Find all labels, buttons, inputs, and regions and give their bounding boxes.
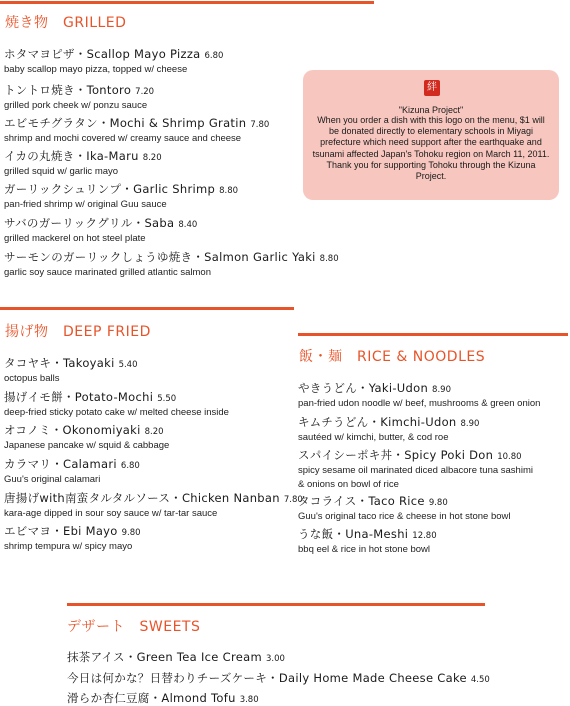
- kizuna-description: When you order a dish with this logo on the menu, $1 will be donated directly to elementary schools in Miyagi prefecture which need support after the earthquake and tsunami affected Japan's Tohoku region on March 11, 2011. Thank you for supporting Tohoku through the Kizuna Project.: [312, 115, 550, 182]
- item-description: pan-fried shrimp w/ original Guu sauce: [4, 199, 167, 210]
- item-price: 12.80: [412, 531, 437, 541]
- item-description: baby scallop mayo pizza, topped w/ cheese: [4, 64, 188, 75]
- item-name: うな飯・Una-Meshi: [298, 527, 409, 541]
- item-description: grilled pork cheek w/ ponzu sauce: [4, 100, 148, 111]
- menu-item: [67, 646, 285, 665]
- item-description: grilled squid w/ garlic mayo: [4, 166, 119, 177]
- item-description: Guu's original calamari: [4, 474, 101, 485]
- item-name: カラマリ・Calamari: [4, 457, 117, 471]
- item-price: 8.90: [460, 419, 480, 429]
- menu-item: [298, 523, 437, 556]
- item-price: 6.80: [120, 461, 140, 471]
- item-price: 8.90: [432, 385, 451, 395]
- item-price: 5.50: [157, 394, 177, 404]
- section-title-sweets: デザート SWEETS: [67, 619, 201, 635]
- item-name: 今日は何かな？日替わりチーズケーキ・Daily Home Made Cheese Cake: [67, 671, 467, 685]
- item-price: 3.00: [265, 654, 285, 664]
- item-price: 7.80: [283, 495, 303, 505]
- item-name: やきうどん・Yaki-Udon: [298, 381, 429, 395]
- item-name: サーモンのガーリックしょうゆ焼き・Salmon Garlic Yaki: [4, 250, 316, 264]
- item-description: shrimp and mochi covered w/ creamy sauce and cheese: [4, 133, 242, 144]
- item-name: タコライス・Taco Rice: [298, 494, 425, 508]
- item-name: エビマヨ・Ebi Mayo: [4, 524, 118, 538]
- menu-item: [4, 487, 303, 520]
- item-name: サバのガーリックグリル・Saba: [4, 216, 175, 230]
- kizuna-logo-icon: 絆: [424, 80, 440, 96]
- menu-item: [298, 377, 540, 410]
- item-name: トントロ焼き・Tontoro: [4, 83, 132, 97]
- item-description: garlic soy sauce marinated grilled atlantic salmon: [4, 267, 211, 278]
- menu-item: [4, 453, 140, 486]
- menu-item: [298, 444, 533, 491]
- item-name: 抹茶アイス・Green Tea Ice Cream: [67, 650, 262, 664]
- item-price: 8.80: [319, 254, 339, 264]
- section-title-grilled: 焼き物 GRILLED: [5, 15, 127, 31]
- item-price: 8.80: [219, 186, 239, 196]
- kizuna-project-box: [303, 70, 559, 200]
- menu-item: [4, 145, 162, 178]
- item-description: octopus balls: [4, 373, 60, 384]
- item-description: Guu's original taco rice & cheese in hot stone bowl: [298, 511, 511, 522]
- item-name: スパイシーポキ丼・Spicy Poki Don: [298, 448, 494, 462]
- deep-fried-top-rule: [0, 307, 294, 310]
- menu-item: [4, 43, 223, 76]
- item-name: オコノミ・Okonomiyaki: [4, 423, 141, 437]
- item-description: shrimp tempura w/ spicy mayo: [4, 541, 133, 552]
- item-description: sautéed w/ kimchi, butter, & cod roe: [298, 432, 449, 443]
- item-name: ホタマヨピザ・Scallop Mayo Pizza: [4, 47, 201, 61]
- item-price: 6.80: [204, 51, 224, 61]
- item-price: 3.80: [239, 695, 259, 705]
- item-description: deep-fried sticky potato cake w/ melted cheese inside: [4, 407, 229, 418]
- menu-item: [298, 490, 511, 523]
- menu-item: [67, 687, 259, 706]
- menu-item: [4, 352, 138, 385]
- item-description: bbq eel & rice in hot stone bowl: [298, 544, 431, 555]
- menu-item: [4, 520, 141, 553]
- item-description: spicy sesame oil marinated diced albacore tuna sashimi: [298, 465, 533, 476]
- menu-item: [4, 79, 154, 112]
- item-name: 唐揚げwith南蛮タルタルソース・Chicken Nanban: [4, 491, 280, 505]
- menu-item: [4, 246, 339, 279]
- item-price: 7.80: [250, 120, 270, 130]
- item-price: 9.80: [428, 498, 448, 508]
- item-name: タコヤキ・Takoyaki: [4, 356, 115, 370]
- section-title-noodles: 飯・麺 RICE & NOODLES: [299, 349, 486, 365]
- menu-item: [4, 386, 229, 419]
- item-price: 7.20: [135, 87, 155, 97]
- section-title-deep-fried: 揚げ物 DEEP FRIED: [5, 324, 151, 340]
- item-description-continued: & onions on bowl of rice: [298, 479, 399, 490]
- item-description: Japanese pancake w/ squid & cabbage: [4, 440, 170, 451]
- kizuna-title: "Kizuna Project": [398, 105, 464, 115]
- noodles-top-rule: [298, 333, 568, 336]
- menu-item: [4, 419, 169, 452]
- grilled-top-rule: [0, 1, 374, 4]
- menu-item: [4, 212, 197, 245]
- item-name: 揚げイモ餅・Potato-Mochi: [4, 390, 154, 404]
- menu-item: [4, 178, 238, 211]
- sweets-top-rule: [67, 603, 485, 606]
- item-price: 8.40: [178, 220, 198, 230]
- menu-item: [67, 667, 490, 686]
- item-price: 8.20: [144, 427, 164, 437]
- item-name: キムチうどん・Kimchi-Udon: [298, 415, 457, 429]
- item-price: 10.80: [497, 452, 522, 462]
- item-name: イカの丸焼き・Ika-Maru: [4, 149, 139, 163]
- item-description: pan-fried udon noodle w/ beef, mushrooms & green onion: [298, 398, 541, 409]
- item-name: ガーリックシュリンプ・Garlic Shrimp: [4, 182, 216, 196]
- item-description: grilled mackerel on hot steel plate: [4, 233, 146, 244]
- item-description: kara-age dipped in sour soy sauce w/ tar-tar sauce: [4, 508, 218, 519]
- item-name: エビモチグラタン・Mochi & Shrimp Gratin: [4, 116, 247, 130]
- item-price: 5.40: [118, 360, 138, 370]
- item-price: 9.80: [121, 528, 141, 538]
- menu-item: [4, 112, 269, 145]
- item-price: 8.20: [142, 153, 162, 163]
- menu-item: [298, 411, 479, 444]
- item-price: 4.50: [470, 675, 490, 685]
- item-name: 滑らか杏仁豆腐・Almond Tofu: [67, 691, 236, 705]
